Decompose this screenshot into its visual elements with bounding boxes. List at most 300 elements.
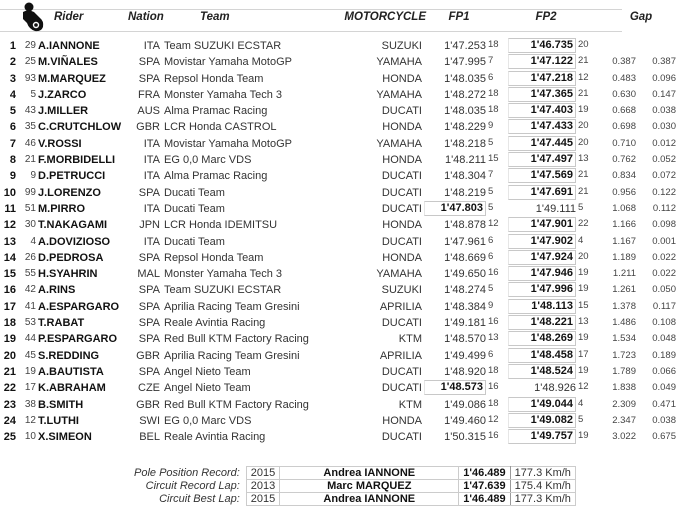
header-gap: Gap (629, 11, 653, 23)
fp1-lap: 12 (488, 413, 499, 425)
team-name: Reale Avintia Racing (164, 317, 266, 330)
fp2-time: 1'49.111 (535, 202, 576, 215)
gap-to-previous: 0.038 (652, 105, 676, 117)
rider-number: 10 (24, 431, 36, 443)
motorcycle: HONDA (382, 72, 422, 85)
fp2-lap: 22 (578, 218, 589, 230)
fp1-lap: 16 (488, 316, 499, 328)
table-row (0, 299, 676, 315)
table-row (0, 54, 676, 70)
table-row (0, 429, 676, 445)
gap-to-previous: 0.675 (652, 431, 676, 443)
table-row (0, 282, 676, 298)
fp2-lap: 19 (578, 430, 589, 442)
rider-number: 35 (24, 121, 36, 133)
table-row (0, 331, 676, 347)
fp2-lap: 17 (578, 348, 589, 360)
table-row (0, 185, 676, 201)
fp2-lap: 12 (578, 381, 589, 393)
motorcycle: DUCATI (381, 170, 422, 183)
gap-to-first: 1.789 (612, 365, 636, 377)
gap-to-first: 1.167 (612, 235, 636, 247)
nation: SPA (138, 251, 160, 264)
header-top-rule (0, 9, 622, 10)
motorcycle: YAMAHA (376, 56, 422, 69)
nation: ITA (143, 40, 160, 52)
nation: ITA (143, 202, 160, 215)
fp2-time: 1'47.445 (508, 136, 576, 151)
fp2-lap: 20 (578, 120, 589, 132)
record-rider: Marc MARQUEZ (280, 480, 459, 493)
team-name: Team SUZUKI ECSTAR (164, 284, 282, 297)
gap-to-first: 0.834 (612, 170, 636, 182)
nation: ITA (143, 170, 160, 183)
gap-to-first: 0.630 (612, 88, 636, 100)
position: 6 (9, 121, 16, 134)
nation: ITA (143, 154, 160, 167)
fp2-time: 1'47.691 (508, 185, 576, 200)
table-row (0, 397, 676, 413)
fp1-time: 1'48.219 (444, 186, 486, 199)
nation: ITA (143, 137, 160, 150)
team-name: Movistar Yamaha MotoGP (164, 56, 292, 69)
position: 25 (3, 431, 16, 444)
nation: SPA (138, 186, 160, 199)
rider-name: C.CRUTCHLOW (38, 121, 122, 134)
fp1-lap: 7 (488, 169, 494, 181)
rider-name: T.LUTHI (38, 414, 79, 427)
header-fp2: FP2 (535, 11, 557, 23)
record-speed: 177.3 Km/h (510, 493, 575, 506)
gap-to-previous: 0.038 (652, 414, 676, 426)
team-name: Monster Yamaha Tech 3 (164, 268, 283, 281)
team-name: Team SUZUKI ECSTAR (164, 40, 282, 52)
fp1-lap: 5 (488, 185, 494, 197)
motorcycle: SUZUKI (381, 284, 422, 297)
team-name: Movistar Yamaha MotoGP (164, 137, 292, 150)
fp2-time: 1'49.082 (508, 413, 576, 428)
table-row (0, 315, 676, 331)
fp1-time: 1'48.304 (444, 170, 486, 183)
gap-to-previous: 0.117 (652, 300, 676, 312)
rider-name: S.REDDING (38, 349, 100, 362)
gap-to-previous: 0.072 (652, 170, 676, 182)
fp2-time: 1'47.569 (508, 168, 576, 183)
table-row (0, 250, 676, 266)
gap-to-first: 1.723 (612, 349, 636, 361)
fp1-time: 1'48.035 (444, 105, 486, 118)
gap-to-first: 1.189 (612, 251, 636, 263)
nation: CZE (138, 382, 160, 395)
fp1-time: 1'49.086 (444, 398, 486, 411)
fp1-lap: 15 (488, 153, 499, 165)
rider-number: 5 (30, 88, 36, 100)
nation: SPA (138, 317, 160, 330)
table-row (0, 348, 676, 364)
position: 1 (9, 40, 16, 52)
table-row (0, 234, 676, 250)
gap-to-first: 2.309 (612, 398, 636, 410)
fp2-lap: 12 (578, 71, 589, 83)
position: 13 (3, 235, 16, 248)
rider-number: 53 (24, 317, 36, 329)
rider-name: A.BAUTISTA (38, 365, 104, 378)
fp1-time: 1'49.181 (444, 317, 486, 330)
team-name: LCR Honda IDEMITSU (164, 219, 278, 232)
motorcycle: APRILIA (379, 300, 422, 313)
rider-number: 43 (24, 105, 36, 117)
fp2-lap: 19 (578, 364, 589, 376)
fp1-time: 1'48.878 (444, 219, 486, 232)
fp2-time: 1'47.365 (508, 87, 576, 102)
fp1-lap: 18 (488, 364, 499, 376)
rider-number: 55 (24, 268, 36, 280)
fp2-lap: 5 (578, 413, 584, 425)
motorcycle: SUZUKI (381, 40, 422, 52)
fp1-time: 1'50.315 (444, 431, 486, 444)
fp2-lap: 20 (578, 39, 589, 50)
fp1-lap: 12 (488, 218, 499, 230)
fp2-time: 1'47.946 (508, 266, 576, 281)
rider-number: 29 (24, 40, 36, 51)
fp1-time: 1'49.460 (444, 414, 486, 427)
rider-name: D.PEDROSA (38, 251, 104, 264)
team-name: Reale Avintia Racing (164, 431, 266, 444)
fp2-time: 1'49.044 (508, 397, 576, 412)
team-name: Angel Nieto Team (164, 365, 251, 378)
position: 12 (3, 219, 16, 232)
fp1-lap: 9 (488, 120, 494, 132)
motorcycle: DUCATI (381, 105, 422, 118)
fp1-lap: 5 (488, 283, 494, 295)
record-speed: 177.3 Km/h (510, 467, 575, 480)
gap-to-first: 1.534 (612, 333, 636, 345)
fp2-time: 1'47.901 (508, 217, 576, 232)
gap-to-previous: 0.001 (652, 235, 676, 247)
fp2-lap: 19 (578, 283, 589, 295)
record-row (130, 480, 575, 493)
gap-to-first: 1.068 (612, 202, 636, 214)
fp2-lap: 15 (578, 299, 589, 311)
rider-name: H.SYAHRIN (38, 268, 98, 281)
header-fp1: FP1 (448, 11, 470, 23)
rider-number: 45 (24, 349, 36, 361)
gap-to-previous: 0.030 (652, 121, 676, 133)
rider-name: F.MORBIDELLI (38, 154, 115, 167)
position: 17 (3, 300, 16, 313)
rider-name: X.SIMEON (38, 431, 92, 444)
fp2-time: 1'47.902 (508, 234, 576, 249)
record-row (130, 493, 575, 506)
motorcycle: DUCATI (381, 382, 422, 395)
team-name: Ducati Team (164, 202, 225, 215)
rider-name: B.SMITH (38, 398, 84, 411)
rider-number: 26 (24, 251, 36, 263)
fp2-time: 1'47.218 (508, 71, 576, 86)
rider-number: 25 (24, 56, 36, 68)
fp1-lap: 18 (488, 104, 499, 116)
record-row (130, 467, 575, 480)
fp2-lap: 13 (578, 153, 589, 165)
fp1-time: 1'47.961 (444, 235, 486, 248)
gap-to-previous: 0.052 (652, 154, 676, 166)
team-name: Ducati Team (164, 186, 225, 199)
gap-to-first: 2.347 (612, 414, 636, 426)
fp2-time: 1'47.996 (508, 282, 576, 297)
gap-to-previous (638, 38, 676, 54)
nation: MAL (137, 268, 160, 281)
motorcycle: YAMAHA (376, 268, 422, 281)
fp2-lap: 13 (578, 316, 589, 328)
fp2-time: 1'47.122 (508, 54, 576, 69)
fp2-time: 1'48.269 (508, 331, 576, 346)
fp2-lap: 21 (578, 87, 589, 99)
position: 11 (4, 202, 16, 215)
motorcycle: KTM (398, 333, 422, 346)
nation: JPN (139, 219, 160, 232)
fp1-time: 1'48.218 (444, 137, 486, 150)
fp1-time: 1'48.211 (444, 154, 486, 167)
gap-to-first: 0.956 (612, 186, 636, 198)
motorcycle: HONDA (382, 219, 422, 232)
position: 24 (3, 414, 16, 427)
fp1-lap: 18 (488, 87, 499, 99)
rider-name: M.MARQUEZ (38, 72, 106, 85)
gap-to-previous: 0.066 (652, 365, 676, 377)
fp1-lap: 6 (488, 250, 494, 262)
fp2-time: 1'49.757 (508, 429, 576, 444)
fp1-time: 1'49.499 (444, 349, 486, 362)
motorcycle: HONDA (382, 121, 422, 134)
team-name: Monster Yamaha Tech 3 (164, 88, 283, 101)
gap-to-previous: 0.108 (652, 317, 676, 329)
motorcycle: DUCATI (381, 235, 422, 248)
position: 20 (3, 349, 16, 362)
record-time: 1'46.489 (459, 467, 510, 480)
gap-to-previous: 0.050 (652, 284, 676, 296)
fp1-time: 1'48.272 (444, 88, 486, 101)
gap-to-first: 1.838 (612, 382, 636, 394)
nation: SPA (138, 72, 160, 85)
record-label: Circuit Record Lap: (145, 480, 240, 492)
gap-to-previous: 0.387 (652, 56, 676, 68)
rider-name: J.ZARCO (38, 88, 87, 101)
nation: SPA (138, 333, 160, 346)
table-row (0, 103, 676, 119)
record-year: 2015 (246, 467, 279, 480)
fp1-time: 1'48.570 (444, 333, 486, 346)
gap-to-first: 3.022 (612, 431, 636, 443)
motorcycle: DUCATI (381, 365, 422, 378)
gap-to-first (598, 38, 636, 54)
records-table (130, 466, 576, 506)
gap-to-first: 0.710 (612, 137, 636, 149)
gap-to-first: 0.698 (612, 121, 636, 133)
fp1-lap: 9 (488, 299, 494, 311)
rider-name: V.ROSSI (38, 137, 82, 150)
gap-to-previous: 0.022 (652, 268, 676, 280)
position: 3 (9, 72, 16, 85)
team-name: Angel Nieto Team (164, 382, 251, 395)
table-row (0, 119, 676, 135)
fp2-time: 1'48.926 (534, 382, 576, 395)
fp1-time: 1'48.920 (444, 365, 486, 378)
nation: BEL (139, 431, 160, 444)
fp2-lap: 21 (578, 169, 589, 181)
gap-to-first: 0.483 (612, 72, 636, 84)
fp2-lap: 4 (578, 234, 584, 246)
record-year: 2013 (246, 480, 279, 493)
table-row (0, 87, 676, 103)
team-name: Repsol Honda Team (164, 72, 264, 85)
fp2-time: 1'47.924 (508, 250, 576, 265)
fp1-lap: 16 (488, 381, 499, 393)
team-name: EG 0,0 Marc VDS (164, 154, 252, 167)
fp2-lap: 19 (578, 267, 589, 279)
gap-to-previous: 0.189 (652, 349, 676, 361)
fp2-time: 1'48.113 (508, 299, 576, 314)
position: 8 (9, 154, 16, 167)
team-name: Aprilia Racing Team Gresini (164, 300, 300, 313)
record-rider: Andrea IANNONE (280, 493, 459, 506)
record-time: 1'46.489 (459, 493, 510, 506)
fp2-lap: 21 (578, 55, 589, 67)
fp2-lap: 20 (578, 250, 589, 262)
motorcycle: YAMAHA (376, 137, 422, 150)
rider-number: 99 (24, 186, 36, 198)
rider-number: 38 (24, 398, 36, 410)
table-row (0, 217, 676, 233)
fp2-lap: 5 (578, 201, 584, 213)
gap-to-first: 0.668 (612, 105, 636, 117)
team-name: LCR Honda CASTROL (164, 121, 277, 134)
motorcycle: DUCATI (381, 202, 422, 215)
gap-to-previous: 0.471 (652, 398, 676, 410)
rider-name: T.RABAT (38, 317, 85, 330)
team-name: Ducati Team (164, 235, 225, 248)
fp1-time: 1'48.384 (444, 300, 486, 313)
rider-number: 12 (24, 414, 36, 426)
gap-to-first: 1.486 (612, 317, 636, 329)
fp1-time: 1'48.035 (444, 72, 486, 85)
rider-number: 46 (24, 137, 36, 149)
fp2-time: 1'48.524 (508, 364, 576, 379)
record-label: Circuit Best Lap: (159, 493, 240, 505)
rider-number: 9 (30, 170, 36, 182)
fp1-lap: 6 (488, 71, 494, 83)
gap-to-previous: 0.122 (652, 186, 676, 198)
position: 16 (3, 284, 16, 297)
rider-name: J.MILLER (38, 105, 89, 118)
table-row (0, 364, 676, 380)
motorcycle: DUCATI (381, 431, 422, 444)
header-team: Team (200, 11, 230, 23)
position: 2 (9, 56, 16, 69)
position: 22 (3, 382, 16, 395)
fp1-time: 1'47.995 (444, 56, 486, 69)
gap-to-first: 1.378 (612, 300, 636, 312)
position: 23 (3, 398, 16, 411)
nation: SWI (139, 414, 160, 427)
gap-to-first: 1.261 (612, 284, 636, 296)
team-name: Repsol Honda Team (164, 251, 264, 264)
position: 5 (9, 105, 16, 118)
team-name: Aprilia Racing Team Gresini (164, 349, 300, 362)
header-rider: Rider (54, 11, 84, 23)
nation: GBR (136, 349, 160, 362)
fp1-lap: 18 (488, 39, 499, 50)
rider-number: 17 (24, 382, 36, 394)
motorcycle: YAMAHA (376, 88, 422, 101)
team-name: Red Bull KTM Factory Racing (164, 398, 309, 411)
table-row (0, 413, 676, 429)
motorcycle: HONDA (382, 251, 422, 264)
nation: AUS (137, 105, 160, 118)
table-row (0, 380, 676, 396)
position: 21 (3, 365, 16, 378)
rider-number: 30 (24, 219, 36, 231)
motorcycle: HONDA (382, 414, 422, 427)
fp1-lap: 5 (488, 136, 494, 148)
table-row (0, 136, 676, 152)
nation: GBR (136, 398, 160, 411)
nation: SPA (138, 56, 160, 69)
motorcycle: DUCATI (381, 186, 422, 199)
rider-name: P.ESPARGARO (38, 333, 118, 346)
fp1-time: 1'49.650 (444, 268, 486, 281)
team-name: Red Bull KTM Factory Racing (164, 333, 309, 346)
rider-name: D.PETRUCCI (38, 170, 106, 183)
results-table (0, 38, 676, 445)
rider-name: M.PIRRO (38, 202, 86, 215)
header-bottom-rule (0, 31, 622, 32)
fp2-time: 1'47.433 (508, 119, 576, 134)
table-row (0, 266, 676, 282)
gap-to-first: 0.387 (612, 56, 636, 68)
gap-to-previous: 0.022 (652, 251, 676, 263)
rider-number: 44 (24, 333, 36, 345)
rider-number: 51 (24, 202, 36, 214)
record-year: 2015 (246, 493, 279, 506)
rider-name: A.IANNONE (38, 40, 100, 52)
rider-number: 4 (30, 235, 36, 247)
nation: SPA (138, 300, 160, 313)
team-name: EG 0,0 Marc VDS (164, 414, 252, 427)
fp2-time: 1'47.403 (508, 103, 576, 118)
fp2-lap: 4 (578, 397, 584, 409)
nation: ITA (143, 235, 160, 248)
nation: GBR (136, 121, 160, 134)
rider-name: M.VIÑALES (38, 56, 98, 69)
nation: FRA (138, 88, 160, 101)
gap-to-first: 1.166 (612, 219, 636, 231)
fp2-time: 1'46.735 (508, 38, 576, 53)
gap-to-previous: 0.096 (652, 72, 676, 84)
rider-number: 19 (24, 365, 36, 377)
fp1-time: 1'48.274 (444, 284, 486, 297)
fp1-time: 1'48.669 (444, 251, 486, 264)
position: 19 (3, 333, 16, 346)
rider-number: 93 (24, 72, 36, 84)
record-label: Pole Position Record: (134, 467, 240, 479)
rider-name: T.NAKAGAMI (38, 219, 108, 232)
fp1-lap: 6 (488, 348, 494, 360)
gap-to-previous: 0.048 (652, 333, 676, 345)
record-time: 1'47.639 (459, 480, 510, 493)
position: 10 (3, 186, 16, 199)
gap-to-previous: 0.012 (652, 137, 676, 149)
fp1-lap: 13 (488, 332, 499, 344)
